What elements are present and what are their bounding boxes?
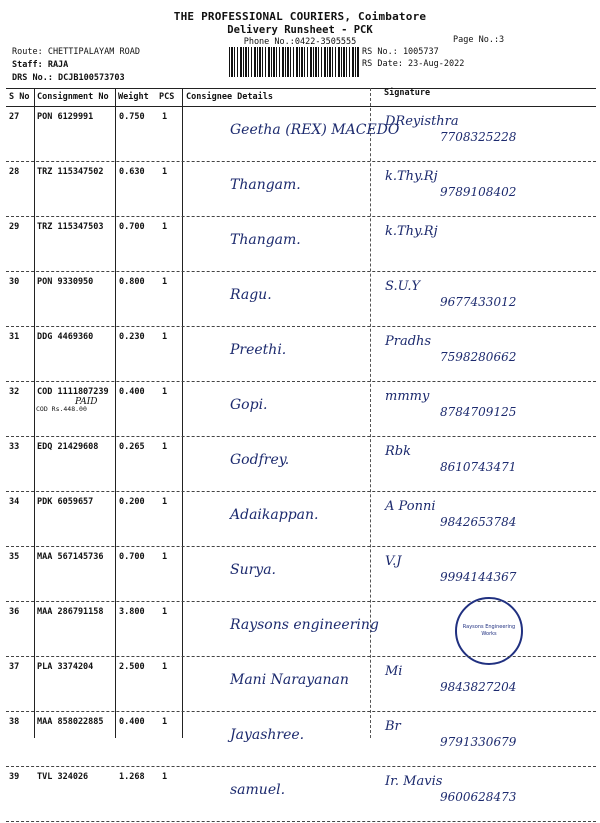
phone-number: Phone No.:0422-3505555 bbox=[243, 37, 357, 47]
rs-number: RS No.: 1005737 bbox=[362, 47, 439, 57]
table-row bbox=[0, 218, 600, 273]
consignment-number: TRZ 115347502 bbox=[37, 167, 104, 177]
drs-number: DRS No.: DCJB100573703 bbox=[12, 73, 125, 83]
company-title: THE PROFESSIONAL COURIERS, Coimbatore bbox=[173, 10, 427, 23]
signature: Br bbox=[385, 719, 401, 734]
pieces-count: 1 bbox=[162, 497, 168, 507]
table-row bbox=[0, 493, 600, 548]
serial-number: 28 bbox=[9, 167, 20, 177]
consignee-name: Thangam. bbox=[230, 232, 301, 248]
row-divider bbox=[6, 216, 596, 217]
signature: Rbk bbox=[385, 444, 411, 459]
weight-value: 0.400 bbox=[119, 717, 145, 727]
serial-number: 32 bbox=[9, 387, 20, 397]
serial-number: 33 bbox=[9, 442, 20, 452]
consignment-number: TRZ 115347503 bbox=[37, 222, 104, 232]
row-divider bbox=[6, 271, 596, 272]
signature-phone: 9789108402 bbox=[440, 185, 517, 199]
pieces-count: 1 bbox=[162, 332, 168, 342]
consignee-name: samuel. bbox=[230, 782, 286, 798]
pieces-count: 1 bbox=[162, 112, 168, 122]
pieces-count: 1 bbox=[162, 387, 168, 397]
cod-amount: COD Rs.448.00 bbox=[36, 405, 87, 413]
pieces-count: 1 bbox=[162, 772, 168, 782]
signature-phone: 9600628473 bbox=[440, 790, 517, 804]
consignee-name: Surya. bbox=[230, 562, 277, 578]
signature: V.J bbox=[385, 554, 402, 569]
pieces-count: 1 bbox=[162, 442, 168, 452]
weight-value: 0.700 bbox=[119, 552, 145, 562]
route-label: Route: CHETTIPALAYAM ROAD bbox=[12, 47, 140, 57]
weight-value: 1.268 bbox=[119, 772, 145, 782]
staff-label: Staff: RAJA bbox=[12, 60, 69, 70]
col-consignment: Consignment No bbox=[37, 92, 109, 102]
signature-phone: 9791330679 bbox=[440, 735, 517, 749]
barcode bbox=[229, 47, 359, 77]
serial-number: 35 bbox=[9, 552, 20, 562]
consignee-name: Mani Narayanan bbox=[230, 672, 349, 688]
serial-number: 39 bbox=[9, 772, 20, 782]
rs-date: RS Date: 23-Aug-2022 bbox=[362, 59, 465, 69]
table-row bbox=[0, 383, 600, 438]
signature-phone: 8784709125 bbox=[440, 405, 517, 419]
weight-value: 2.500 bbox=[119, 662, 145, 672]
consignee-name: Adaikappan. bbox=[230, 507, 319, 523]
signature-phone: 9843827204 bbox=[440, 680, 517, 694]
pieces-count: 1 bbox=[162, 222, 168, 232]
table-row bbox=[0, 163, 600, 218]
signature: k.Thy.Rj bbox=[385, 169, 438, 184]
weight-value: 0.230 bbox=[119, 332, 145, 342]
table-row bbox=[0, 548, 600, 603]
consignee-name: Preethi. bbox=[230, 342, 287, 358]
pieces-count: 1 bbox=[162, 277, 168, 287]
signature: A Ponni bbox=[385, 499, 436, 514]
row-divider bbox=[6, 161, 596, 162]
col-pcs: PCS bbox=[159, 92, 175, 102]
page-number: Page No.:3 bbox=[453, 35, 505, 45]
weight-value: 0.400 bbox=[119, 387, 145, 397]
weight-value: 0.265 bbox=[119, 442, 145, 452]
signature-phone: 8610743471 bbox=[440, 460, 517, 474]
serial-number: 38 bbox=[9, 717, 20, 727]
consignee-name: Geetha (REX) MACEDO bbox=[230, 122, 400, 138]
signature-phone: 9677433012 bbox=[440, 295, 517, 309]
signature: S.U.Y bbox=[385, 279, 421, 294]
weight-value: 0.200 bbox=[119, 497, 145, 507]
consignment-number: PLA 3374204 bbox=[37, 662, 94, 672]
table-row bbox=[0, 438, 600, 493]
serial-number: 36 bbox=[9, 607, 20, 617]
serial-number: 30 bbox=[9, 277, 20, 287]
signature: Mi bbox=[385, 664, 403, 679]
consignment-number: MAA 286791158 bbox=[37, 607, 104, 617]
row-divider bbox=[6, 766, 596, 767]
weight-value: 0.630 bbox=[119, 167, 145, 177]
table-row bbox=[0, 273, 600, 328]
table-row bbox=[0, 108, 600, 163]
consignment-number: PON 9330950 bbox=[37, 277, 94, 287]
consignment-number: PON 6129991 bbox=[37, 112, 94, 122]
table-row bbox=[0, 768, 600, 823]
col-sno: S No bbox=[9, 92, 30, 102]
consignment-number: MAA 858022885 bbox=[37, 717, 104, 727]
col-signature: Signature bbox=[384, 88, 431, 98]
consignee-name: Godfrey. bbox=[230, 452, 290, 468]
table-row bbox=[0, 328, 600, 383]
signature-phone: 9994144367 bbox=[440, 570, 517, 584]
stamp-text: Raysons Engineering Works bbox=[462, 624, 516, 637]
signature: Ir. Mavis bbox=[385, 774, 443, 789]
document-title: Delivery Runsheet - PCK bbox=[227, 24, 373, 36]
consignment-number: EDQ 21429608 bbox=[37, 442, 99, 452]
serial-number: 29 bbox=[9, 222, 20, 232]
signature: Pradhs bbox=[385, 334, 432, 349]
row-divider bbox=[6, 656, 596, 657]
consignment-number: TVL 324026 bbox=[37, 772, 89, 782]
signature: DReyisthra bbox=[385, 114, 459, 129]
row-divider bbox=[6, 491, 596, 492]
row-divider bbox=[6, 381, 596, 382]
signature-phone: 9842653784 bbox=[440, 515, 517, 529]
serial-number: 31 bbox=[9, 332, 20, 342]
header-top-rule bbox=[6, 88, 596, 89]
row-divider bbox=[6, 546, 596, 547]
pieces-count: 1 bbox=[162, 717, 168, 727]
consignee-name: Ragu. bbox=[230, 287, 272, 303]
table-row bbox=[0, 658, 600, 713]
weight-value: 3.800 bbox=[119, 607, 145, 617]
signature-phone: 7598280662 bbox=[440, 350, 517, 364]
paid-mark: PAID bbox=[75, 397, 98, 407]
col-consignee: Consignee Details bbox=[186, 92, 273, 102]
consignee-name: Gopi. bbox=[230, 397, 268, 413]
company-stamp bbox=[455, 597, 523, 665]
signature-phone: 7708325228 bbox=[440, 130, 517, 144]
consignee-name: Thangam. bbox=[230, 177, 301, 193]
weight-value: 0.700 bbox=[119, 222, 145, 232]
row-divider bbox=[6, 436, 596, 437]
pieces-count: 1 bbox=[162, 552, 168, 562]
consignment-number: PDK 6059657 bbox=[37, 497, 94, 507]
row-divider bbox=[6, 326, 596, 327]
consignment-number: MAA 567145736 bbox=[37, 552, 104, 562]
col-weight: Weight bbox=[118, 92, 149, 102]
consignee-name: Jayashree. bbox=[230, 727, 305, 743]
row-divider bbox=[6, 821, 596, 822]
header-bottom-rule bbox=[6, 106, 596, 107]
signature: k.Thy.Rj bbox=[385, 224, 438, 239]
signature: mmmy bbox=[385, 389, 430, 404]
consignment-number: DDG 4469360 bbox=[37, 332, 94, 342]
pieces-count: 1 bbox=[162, 167, 168, 177]
consignment-number: COD 1111807239 bbox=[37, 387, 109, 397]
pieces-count: 1 bbox=[162, 607, 168, 617]
table-row bbox=[0, 713, 600, 768]
table-row bbox=[0, 603, 600, 658]
pieces-count: 1 bbox=[162, 662, 168, 672]
serial-number: 37 bbox=[9, 662, 20, 672]
serial-number: 34 bbox=[9, 497, 20, 507]
serial-number: 27 bbox=[9, 112, 20, 122]
consignee-name: Raysons engineering bbox=[230, 617, 379, 633]
weight-value: 0.750 bbox=[119, 112, 145, 122]
weight-value: 0.800 bbox=[119, 277, 145, 287]
row-divider bbox=[6, 711, 596, 712]
